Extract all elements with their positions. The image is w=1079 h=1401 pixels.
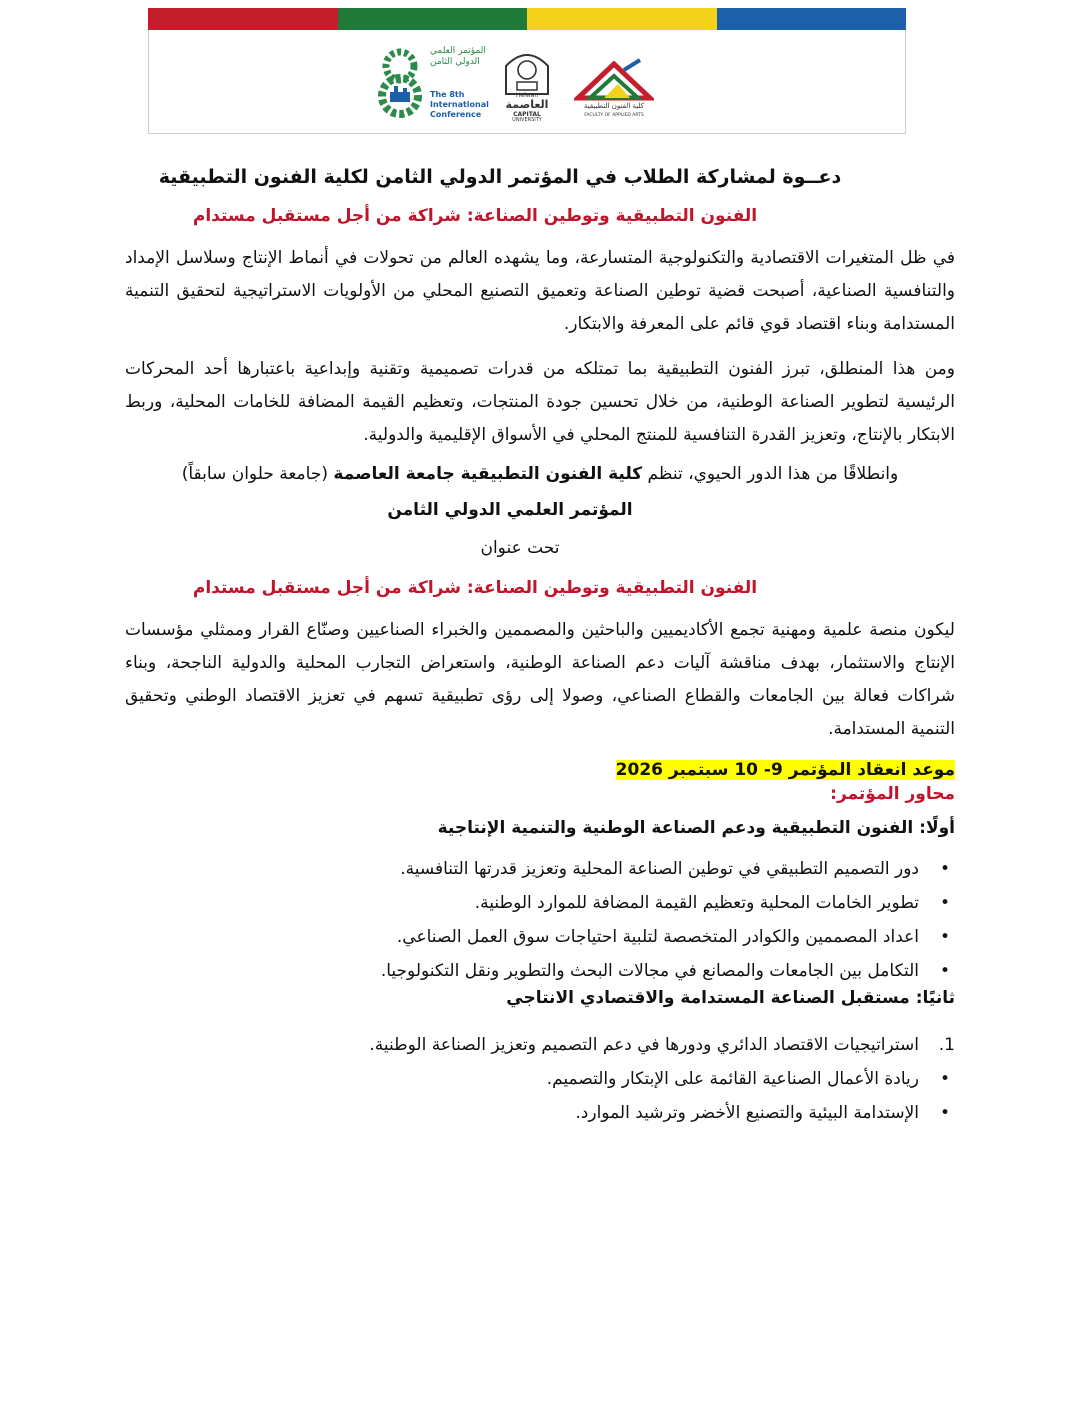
conference-logo-ar: المؤتمر العلمي الدولي الثامن bbox=[430, 46, 486, 67]
list-item: • اعداد المصممين والكوادر المتخصصة لتلبية احتياجات سوق العمل الصناعي. bbox=[125, 920, 919, 954]
conference-axes-heading: محاور المؤتمر: bbox=[830, 784, 955, 804]
color-bar-yellow bbox=[527, 8, 717, 30]
bullet-icon: • bbox=[939, 927, 951, 947]
color-bar-blue bbox=[717, 8, 907, 30]
organizer-line bbox=[125, 464, 955, 484]
under-title: تحت عنوان bbox=[480, 538, 560, 558]
section-2-title: ثانيًا: مستقبل الصناعة المستدامة والاقتصادي الانتاجي bbox=[506, 988, 955, 1008]
capital-logo-ar: العاصمة bbox=[505, 98, 549, 111]
organizer-name: كلية الفنون التطبيقية جامعة العاصمة bbox=[333, 464, 643, 484]
document-title: دعــوة لمشاركة الطلاب في المؤتمر الدولي الثامن لكلية الفنون التطبيقية bbox=[158, 166, 842, 188]
section-1-title: أولًا: الفنون التطبيقية ودعم الصناعة الوطنية والتنمية الإنتاجية bbox=[437, 818, 955, 838]
organizer-line-pre: وانطلاقًا من هذا الدور الحيوي، تنظم bbox=[642, 464, 899, 484]
context-paragraph: ومن هذا المنطلق، تبرز الفنون التطبيقية بما تمتلكه من قدرات تصميمية وتقنية وإبداعية باعتبارها أحد المحركات الرئيسية لتطوير الصناعة الوطنية، من خلال تحسين جودة المنتجات، وتعظيم القيمة المضافة للخامات المحلية، وربط الابتكار بالإنتاج، وتعزيز القدرة التنافسية للمنتج المحلي في الأسواق الإقليمية والدولية. bbox=[125, 359, 955, 445]
list-item: • ريادة الأعمال الصناعية القائمة على الإبتكار والتصميم. bbox=[125, 1062, 919, 1096]
conference-date: موعد انعقاد المؤتمر 9- 10 سبتمبر 2026 bbox=[615, 760, 955, 780]
item-number: 1. bbox=[938, 1035, 955, 1055]
bullet-icon: • bbox=[939, 961, 951, 981]
section-1-list bbox=[125, 852, 955, 988]
bullet-icon: • bbox=[939, 893, 951, 913]
list-item: • تطوير الخامات المحلية وتعظيم القيمة المضافة للموارد الوطنية. bbox=[125, 886, 919, 920]
numbered-item: 1. استراتيجيات الاقتصاد الدائري ودورها في دعم التصميم وتعزيز الصناعة الوطنية. bbox=[125, 1028, 955, 1062]
faculty-logo-en: FACULTY OF APPLIED ARTS bbox=[584, 113, 644, 118]
color-bar-green bbox=[338, 8, 528, 30]
list-item: • الإستدامة البيئية والتصنيع الأخضر وترشيد الموارد. bbox=[125, 1096, 919, 1130]
color-bar-red bbox=[148, 8, 338, 30]
intro-paragraph: في ظل المتغيرات الاقتصادية والتكنولوجية المتسارعة، وما يشهده العالم من تحولات في أنماط الإنتاج وسلاسل الإمداد والتنافسية الصناعية، أصبحت قضية توطين الصناعة وتعميق التصنيع المحلي من الأولويات الاستراتيجية لتحقيق التنمية المستدامة وبناء اقتصاد قوي قائم على المعرفة والابتكار. bbox=[125, 248, 955, 334]
color-bar bbox=[148, 8, 906, 30]
conference-theme: الفنون التطبيقية وتوطين الصناعة: شراكة من أجل مستقبل مستدام bbox=[192, 206, 758, 226]
bullet-icon: • bbox=[939, 859, 951, 879]
document-body bbox=[125, 160, 955, 1130]
capital-university-logo bbox=[500, 46, 554, 122]
capital-logo-top: Helwan bbox=[515, 92, 539, 99]
list-item: • التكامل بين الجامعات والمصانع في مجالات البحث والتطوير ونقل التكنولوجيا. bbox=[125, 954, 919, 988]
conference-date-row bbox=[125, 760, 955, 780]
faculty-logo-ar: كلية الفنون التطبيقية bbox=[583, 102, 645, 110]
faculty-logo bbox=[574, 58, 654, 124]
bullet-icon: • bbox=[939, 1103, 951, 1123]
logo-row bbox=[376, 44, 676, 124]
capital-logo-en: CAPITAL bbox=[513, 111, 541, 118]
conference-logo-en: The 8th International Conference bbox=[430, 90, 489, 119]
organizer-line-post: (جامعة حلوان سابقاً) bbox=[181, 464, 334, 484]
section-2-list bbox=[125, 1062, 955, 1130]
conference-logo bbox=[376, 44, 489, 124]
purpose-paragraph: ليكون منصة علمية ومهنية تجمع الأكاديميين والباحثين والمصممين والخبراء الصناعيين وصنّاع القرار وممثلي مؤسسات الإنتاج والاستثمار، بهدف مناقشة آليات دعم الصناعة الوطنية، واستعراض التجارب المحلية والدولية الناجحة، وبناء شراكات فعالة بين الجامعات والقطاع الصناعي، وصولا إلى رؤى تطبيقية تسهم في تعزيز الاقتصاد الوطني وتحقيق التنمية المستدامة. bbox=[125, 620, 955, 739]
list-item: • دور التصميم التطبيقي في توطين الصناعة المحلية وتعزيز قدرتها التنافسية. bbox=[125, 852, 919, 886]
conference-name: المؤتمر العلمي الدولي الثامن bbox=[387, 500, 633, 520]
conference-theme-2: الفنون التطبيقية وتوطين الصناعة: شراكة من أجل مستقبل مستدام bbox=[192, 578, 758, 598]
bullet-icon: • bbox=[939, 1069, 951, 1089]
capital-logo-sub: UNIVERSITY bbox=[512, 117, 542, 123]
